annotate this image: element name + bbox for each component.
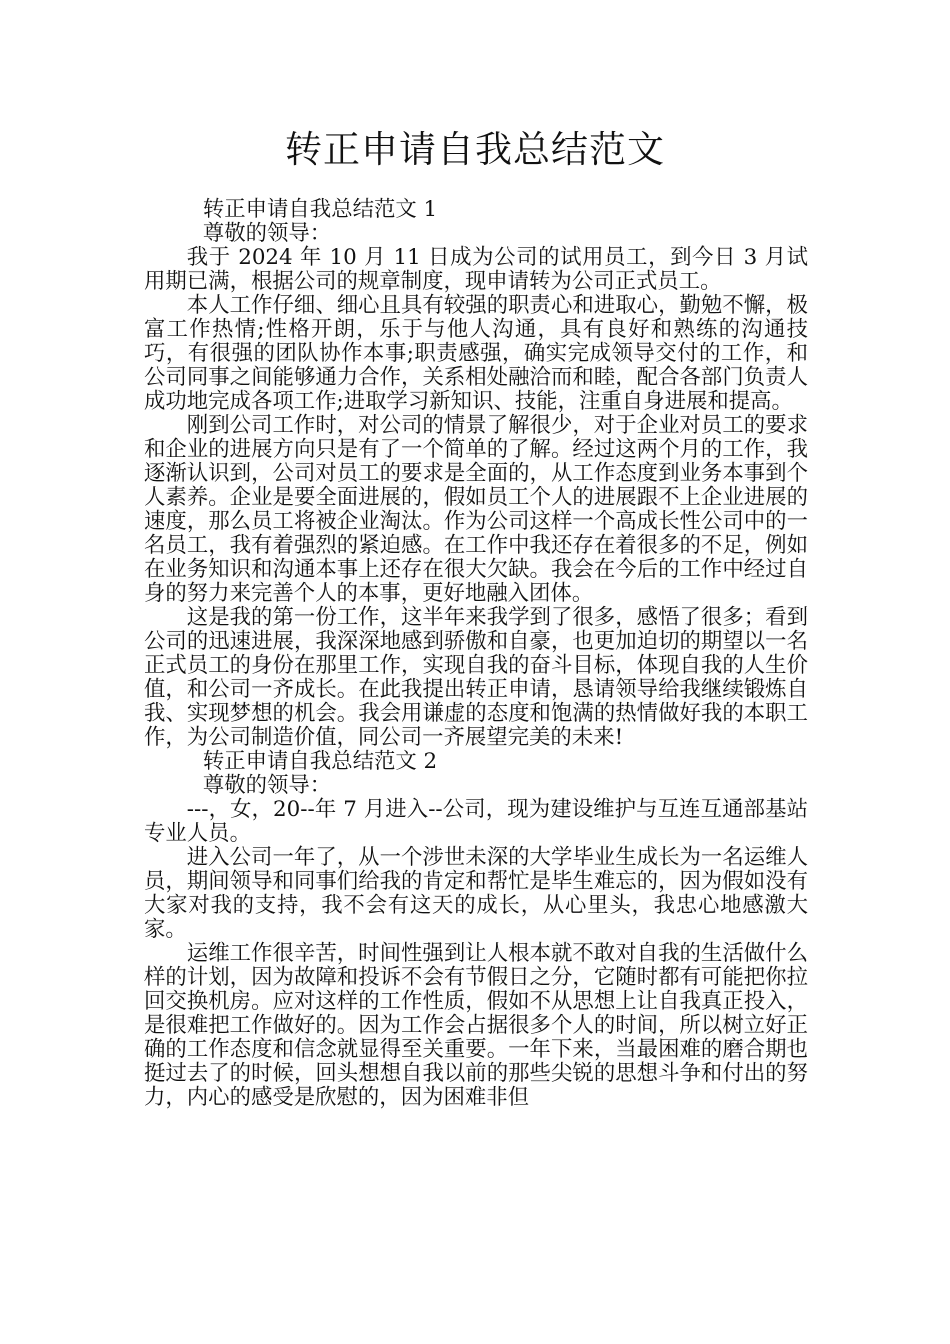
- salutation: 尊敬的领导：: [202, 773, 332, 798]
- document-title: 转正申请自我总结范文: [285, 128, 665, 171]
- section-heading: 转正申请自我总结范文 2: [202, 749, 438, 774]
- section-heading: 转正申请自我总结范文 1: [202, 197, 438, 222]
- paragraph: 本人工作仔细、细心且具有较强的职责心和进取心，勤勉不懈，极富工作热情;性格开朗，乐于与他人沟通，具有良好和熟练的沟通技巧，有很强的团队协作本事;职责感强，确实完成领导交付的工作，和公司同事之间能够通力合作，关系相处融洽而和睦，配合各部门负责人成功地完成各项工作;进取学习新知识、技能，注重自身进展和提高。: [144, 293, 808, 414]
- paragraph: ---，女，20--年 7 月进入--公司，现为建设维护与互连互通部基站专业人员。: [144, 797, 808, 846]
- paragraph: 我于 2024 年 10 月 11 日成为公司的试用员工，到今日 3 月试用期已满，根据公司的规章制度，现申请转为公司正式员工。: [144, 245, 808, 294]
- paragraph: 这是我的第一份工作，这半年来我学到了很多，感悟了很多；看到公司的迅速进展，我深深地感到骄傲和自豪，也更加迫切的期望以一名正式员工的身份在那里工作，实现自我的奋斗目标，体现自我的人生价值，和公司一齐成长。在此我提出转正申请，恳请领导给我继续锻炼自我、实现梦想的机会。我会用谦虚的态度和饱满的热情做好我的本职工作，为公司制造价值，同公司一齐展望完美的未来!: [144, 605, 808, 750]
- section-2: [144, 750, 808, 1110]
- paragraph: 进入公司一年了，从一个涉世未深的大学毕业生成长为一名运维人员，期间领导和同事们给我的肯定和帮忙是毕生难忘的，因为假如没有大家对我的支持，我不会有这天的成长，从心里头，我忠心地感激大家。: [144, 845, 808, 942]
- salutation: 尊敬的领导：: [202, 221, 332, 246]
- paragraph: 刚到公司工作时，对公司的情景了解很少，对于企业对员工的要求和企业的进展方向只是有了一个简单的了解。经过这两个月的工作，我逐渐认识到，公司对员工的要求是全面的，从工作态度到业务本事到个人素养。企业是要全面进展的，假如员工个人的进展跟不上企业进展的速度，那么员工将被企业淘汰。作为公司这样一个高成长性公司中的一名员工，我有着强烈的紧迫感。在工作中我还存在着很多的不足，例如在业务知识和沟通本事上还存在很大欠缺。我会在今后的工作中经过自身的努力来完善个人的本事，更好地融入团体。: [144, 413, 808, 606]
- document-body: [144, 198, 808, 1110]
- paragraph: 运维工作很辛苦，时间性强到让人根本就不敢对自我的生活做什么样的计划，因为故障和投诉不会有节假日之分，它随时都有可能把你拉回交换机房。应对这样的工作性质，假如不从思想上让自我真正投入，是很难把工作做好的。因为工作会占据很多个人的时间，所以树立好正确的工作态度和信念就显得至关重要。一年下来，当最困难的磨合期也挺过去了的时候，回头想想自我以前的那些尖锐的思想斗争和付出的努力，内心的感受是欣慰的，因为困难非但: [144, 941, 808, 1110]
- section-1: [144, 198, 808, 750]
